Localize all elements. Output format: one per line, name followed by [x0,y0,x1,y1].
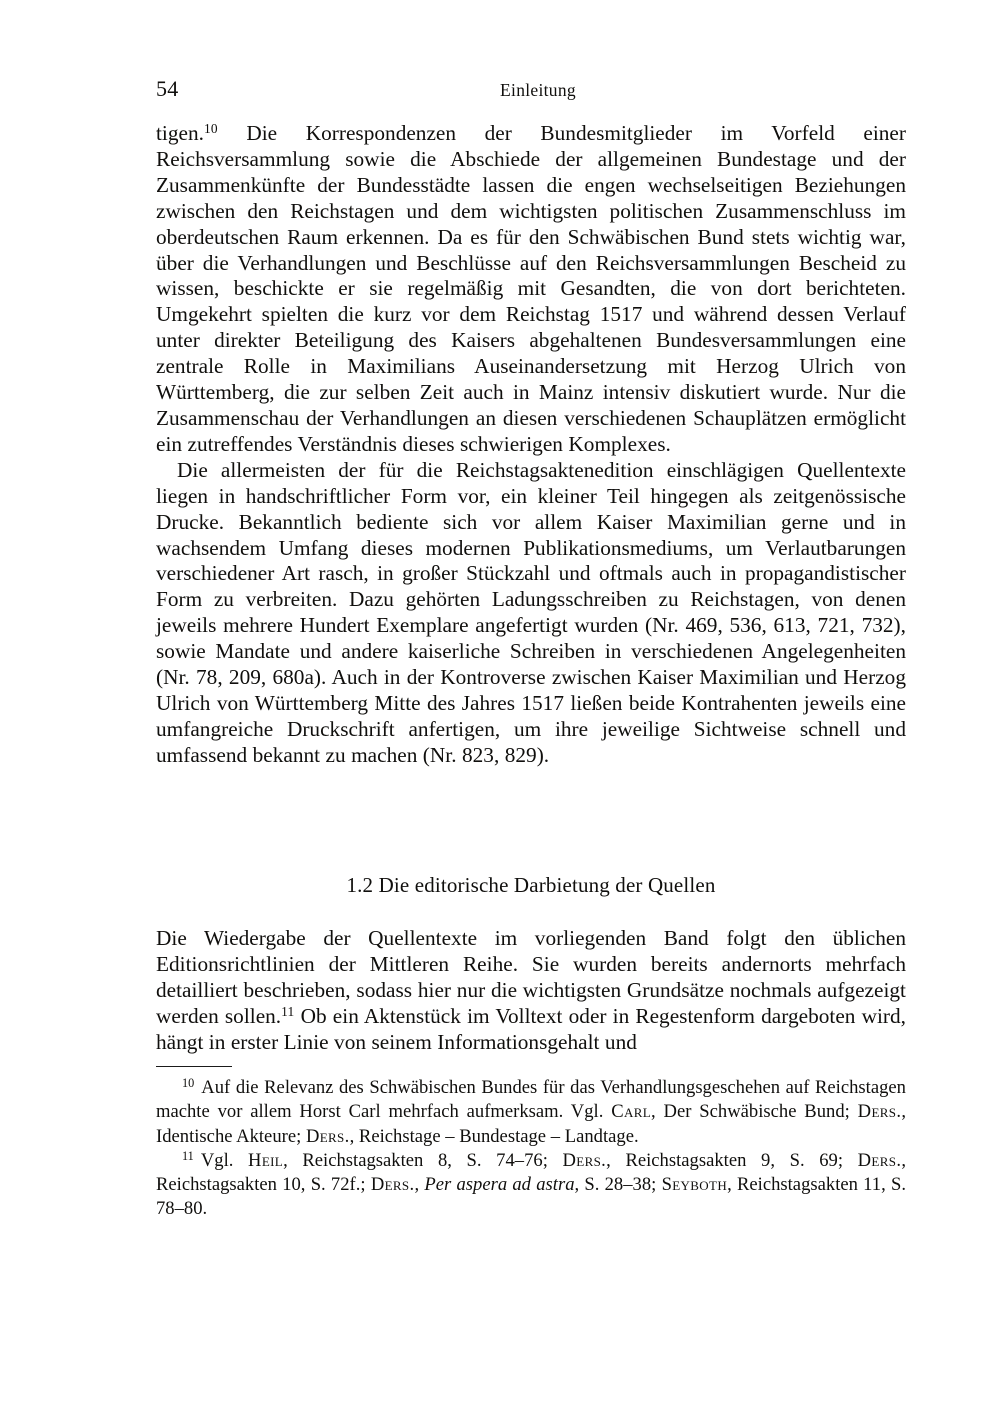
running-head [156,76,906,102]
footnote-text: , Reichstagsakten 9, S. 69; [606,1149,858,1171]
footnote-text: , Reichstagsakten 11, S. 78–80. [156,1174,906,1220]
paragraph-2: Die allermeisten der für die Reichstagsaktenedition einschlägigen Quellentexte liegen in handschriftlicher Form vor, ein kleiner Teil hingegen als zeitgenössische Drucke. Bekanntlich bediente sich vor allem Kaiser Maximilian gerne und in wachsendem Umfang dieses modernen Publikationsmediums, um Verlautbarungen verschiedener Art rasch, in großer Stückzahl und oftmals auch in propagandistischer Form zu verbreiten. Dazu gehörten Ladungsschreiben zu Reichstagen, von denen jeweils mehrere Hundert Exemplare angefertigt wurden (Nr. 469, 536, 613, 721, 732), sowie Mandate und andere kaiserliche Schreiben in verschiedenen Angelegenheiten (Nr. 78, 209, 680a). Auch in der Kontroverse zwischen Kaiser Maximilian und Herzog Ulrich von Württemberg Mitte des Jahres 1517 ließen beide Kontrahenten jeweils eine umfangreiche Druckschrift anfertigen, um ihre jeweilige Sichtweise schnell und umfassend bekannt zu machen (Nr. 823, 829). [156,457,906,767]
footnote-number: 10 [182,1075,195,1090]
footnote-reference-11[interactable]: 11 [281,1003,295,1019]
footnote-text: , Der Schwäbische Bund; [651,1101,858,1123]
footnote-text: , S. 28–38; [574,1174,662,1196]
footnote-text: , Reichstagsakten 10, S. 72f.; [156,1149,906,1196]
footnote-author: Heil [248,1149,284,1171]
footnote-reference-10[interactable]: 10 [203,121,218,137]
footnote-11 [156,1149,906,1222]
paragraph-3 [156,926,906,1056]
section-heading: 1.2 Die editorische Darbietung der Quellen [346,873,716,897]
footnote-author: Ders. [562,1149,607,1171]
footnote-author: Carl [611,1101,652,1123]
paragraph-1-pre: tigen. [156,121,204,145]
paragraph-1-post: Die Korrespondenzen der Bundesmitglieder im Vorfeld einer Reichsversammlung sowie die Abschiede der allgemeinen Bundestage und der Zusammenkünfte der Bundesstädte lassen die engen wechselseitigen Beziehungen zwischen den Reichstagen und dem wichtigsten politischen Zusammenschluss im oberdeutschen Raum erkennen. Da es für den Schwäbischen Bund stets wichtig war, über die Verhandlungen und Beschlüsse auf den Reichsversammlungen Bescheid zu wissen, beschickte er sie regelmäßig mit Gesandten, die von dort berichteten. Umgekehrt spielten die kurz vor dem Reichstag 1517 und während dessen Verlauf unter direkter Beteiligung des Kaisers abgehaltenen Bundesversammlungen eine zentrale Rolle in Maximilians Auseinandersetzung mit Herzog Ulrich von Württemberg, die zur selben Zeit auch in Mainz intensiv diskutiert wurde. Nur die Zusammenschau der Verhandlungen an diesen verschiedenen Schauplätzen ermöglicht ein zutreffendes Verständnis dieses schwierigen Komplexes. [156,121,906,456]
footnote-author: Ders. [305,1125,350,1147]
paragraph-3-post: Ob ein Aktenstück im Volltext oder in Regestenform dargeboten wird, hängt in erster Linie von seinem Informationsgehalt und [156,1003,906,1054]
footnote-list [156,1076,906,1222]
footnote-author: Ders. [857,1101,902,1123]
footnote-text: , Reichstage – Bundestage – Landtage. [349,1125,639,1147]
footnote-number: 11 [182,1148,194,1163]
footnote-text: Vgl. [200,1149,249,1171]
footnote-author: Seyboth [661,1174,728,1196]
paragraph-1 [156,121,906,458]
footnote-text: , [414,1174,425,1196]
footnote-author: Ders. [370,1174,415,1196]
main-text-block-continued [156,926,906,1056]
footnote-text: , Identische Akteure; [156,1101,907,1147]
footnote-text: Auf die Relevanz des Schwäbischen Bundes für das Verhandlungsgeschehen auf Reichstagen machte vor allem Horst Carl mehrfach aufmerksam. Vgl. [156,1077,906,1123]
footnote-author: Ders. [857,1149,902,1171]
footnote-area [156,1066,906,1222]
paragraph-3-pre: Die Wiedergabe der Quellentexte im vorliegenden Band folgt den üblichen Editionsrichtlinien der Mittleren Reihe. Sie wurden bereits andernorts mehrfach detailliert beschrieben, sodass hier nur die wichtigsten Grundsätze nochmals aufgezeigt werden sollen. [156,926,906,1028]
footnote-text: , Reichstagsakten 8, S. 74–76; [283,1149,563,1171]
section-heading-wrap [156,872,906,898]
running-head-title: Einleitung [500,80,576,100]
footnote-10 [156,1076,906,1149]
footnote-title-italic: Per aspera ad astra [424,1174,575,1196]
footnote-separator-rule [156,1066,232,1067]
page-number: 54 [156,76,179,101]
main-text-block [156,121,906,769]
